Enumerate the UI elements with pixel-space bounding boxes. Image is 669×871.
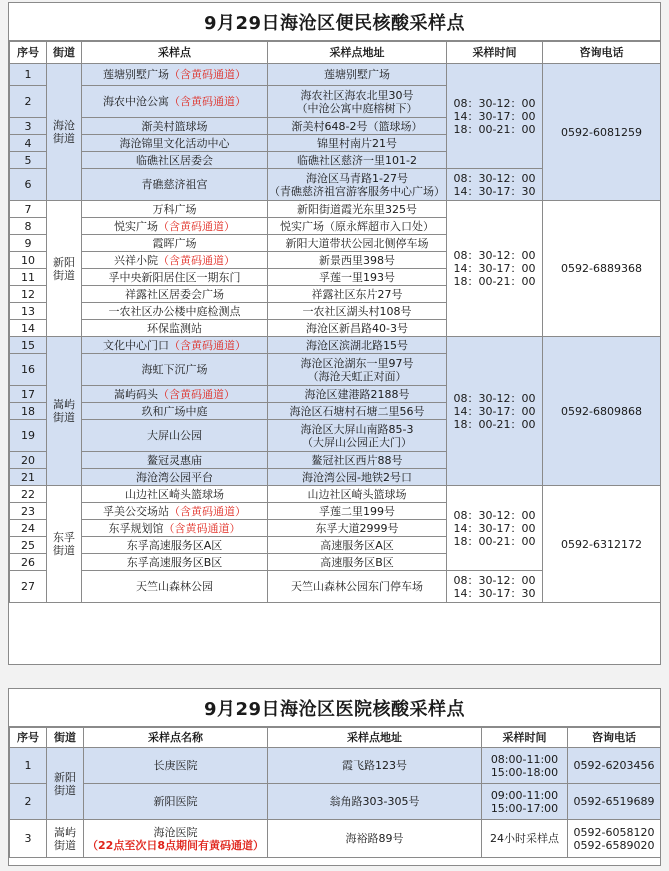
site-name-text: 莲塘别墅广场 (103, 68, 169, 81)
convenience-title: 9月29日海沧区便民核酸采样点 (9, 3, 660, 41)
site-address: 孚莲二里199号 (268, 503, 447, 520)
yellow-code-tag: （含黄码通道） (169, 504, 246, 518)
row-number: 19 (10, 420, 47, 452)
yellow-code-tag: （含黄码通道） (169, 68, 246, 81)
site-address: 新阳大道带状公园北侧停车场 (268, 235, 447, 252)
site-address: 渐美村648-2号（篮球场） (268, 118, 447, 135)
convenience-table (9, 41, 661, 603)
site-address: 悦实广场（原永辉超市入口处） (268, 218, 447, 235)
sampling-time: 08：30-12：00 14：30-17：30 (447, 169, 543, 201)
header-row (10, 42, 661, 64)
column-header: 采样点地址 (268, 42, 447, 64)
hospital-name-text: 长庚医院 (153, 759, 198, 772)
site-address: 海沧区建港路2188号 (268, 386, 447, 403)
phone-number: 0592-6203456 (568, 748, 661, 784)
site-name-text: 霞晖广场 (152, 236, 197, 250)
site-name (82, 118, 268, 135)
row-number: 21 (10, 469, 47, 486)
row-number: 8 (10, 218, 47, 235)
row-number: 9 (10, 235, 47, 252)
row-number: 14 (10, 320, 47, 337)
row-number: 25 (10, 537, 47, 554)
site-name (82, 269, 268, 286)
site-name-text: 渐美村篮球场 (141, 119, 208, 133)
site-name-text: 玖和广场中庭 (141, 404, 208, 418)
site-name-text: 悦实广场 (114, 219, 158, 233)
table-row (10, 784, 661, 820)
site-name (82, 386, 268, 403)
column-header: 采样点名称 (84, 728, 268, 748)
row-number: 1 (10, 64, 47, 86)
site-name (82, 420, 268, 452)
phone-number: 0592-6519689 (568, 784, 661, 820)
street-name: 新阳 街道 (47, 748, 84, 820)
street-name: 海沧 街道 (47, 64, 82, 201)
column-header: 采样点 (82, 42, 268, 64)
site-address: 海沧区马青路1-27号 （青礁慈济祖宫游客服务中心广场） (268, 169, 447, 201)
site-name-text: 鳌冠灵惠庙 (147, 453, 202, 467)
site-name (82, 201, 268, 218)
row-number: 3 (10, 118, 47, 135)
hospital-name-text: 新阳医院 (153, 795, 198, 808)
column-header: 咨询电话 (543, 42, 661, 64)
site-address: 孚莲一里193号 (268, 269, 447, 286)
row-number: 26 (10, 554, 47, 571)
site-name (82, 554, 268, 571)
site-name (82, 486, 268, 503)
hospital-address: 海裕路89号 (268, 820, 482, 858)
site-address: 天竺山森林公园东门停车场 (268, 571, 447, 603)
street-name: 新阳 街道 (47, 201, 82, 337)
column-header: 街道 (47, 42, 82, 64)
yellow-code-tag: （含黄码通道） (169, 95, 246, 108)
phone-number: 0592-6889368 (543, 201, 661, 337)
hospital-address: 霞飞路123号 (268, 748, 482, 784)
row-number: 4 (10, 135, 47, 152)
street-name: 嵩屿 街道 (47, 820, 84, 858)
site-name-text: 海农中沧公寓 (103, 95, 169, 108)
yellow-code-note: （22点至次日8点期间有黄码通道） (87, 838, 264, 852)
row-number: 12 (10, 286, 47, 303)
site-address: 高速服务区A区 (268, 537, 447, 554)
site-name (82, 452, 268, 469)
row-number: 10 (10, 252, 47, 269)
site-name (82, 218, 268, 235)
site-name (82, 169, 268, 201)
row-number: 13 (10, 303, 47, 320)
site-address: 鳌冠社区西片88号 (268, 452, 447, 469)
row-number: 18 (10, 403, 47, 420)
site-name (82, 537, 268, 554)
site-address: 海沧区沧湖东一里97号 （海沧天虹正对面） (268, 354, 447, 386)
phone-number: 0592-6058120 0592-6589020 (568, 820, 661, 858)
site-name (82, 135, 268, 152)
row-number: 15 (10, 337, 47, 354)
site-name-text: 天竺山森林公园 (136, 580, 213, 593)
hospital-title: 9月29日海沧区医院核酸采样点 (9, 689, 660, 727)
yellow-code-tag: （含黄码通道） (158, 253, 235, 267)
site-name-text: 文化中心门口 (103, 338, 169, 352)
row-number: 17 (10, 386, 47, 403)
site-name-text: 临礁社区居委会 (136, 153, 213, 167)
site-address: 海沧湾公园-地铁2号口 (268, 469, 447, 486)
site-name-text: 东孚高速服务区A区 (126, 538, 223, 552)
table-row (10, 64, 661, 86)
site-name-text: 青礁慈济祖宫 (141, 178, 208, 191)
site-address: 高速服务区B区 (268, 554, 447, 571)
column-header: 采样点地址 (268, 728, 482, 748)
row-number: 20 (10, 452, 47, 469)
site-name-text: 兴祥小院 (114, 253, 158, 267)
site-name (82, 252, 268, 269)
site-name-text: 一农社区办公楼中庭检测点 (108, 304, 241, 318)
site-name-text: 海沧锦里文化活动中心 (119, 136, 230, 150)
site-address: 新阳街道霞光东里325号 (268, 201, 447, 218)
hospital-table (9, 727, 661, 858)
column-header: 咨询电话 (568, 728, 661, 748)
table-row (10, 337, 661, 354)
row-number: 2 (10, 784, 47, 820)
row-number: 2 (10, 86, 47, 118)
hospital-name (84, 784, 268, 820)
sampling-time: 24小时采样点 (482, 820, 568, 858)
yellow-code-tag: （含黄码通道） (169, 338, 246, 352)
row-number: 24 (10, 520, 47, 537)
column-header: 街道 (47, 728, 84, 748)
site-address: 临礁社区慈济一里101-2 (268, 152, 447, 169)
column-header: 序号 (10, 728, 47, 748)
site-name-text: 海沧湾公园平台 (136, 470, 213, 484)
site-name-text: 东孚规划馆 (108, 521, 164, 535)
site-address: 山边社区崎头篮球场 (268, 486, 447, 503)
site-name (82, 86, 268, 118)
sampling-time: 08：30-12：00 14：30-17：30 (447, 571, 543, 603)
site-address: 锦里村南片21号 (268, 135, 447, 152)
hospital-name (84, 820, 268, 858)
yellow-code-tag: （含黄码通道） (158, 219, 235, 233)
row-number: 27 (10, 571, 47, 603)
site-name (82, 469, 268, 486)
row-number: 11 (10, 269, 47, 286)
hospital-name-text: 海沧医院 (153, 825, 198, 839)
row-number: 5 (10, 152, 47, 169)
convenience-panel (8, 2, 661, 665)
phone-number: 0592-6081259 (543, 64, 661, 201)
site-name (82, 354, 268, 386)
hospital-panel (8, 688, 661, 866)
site-address: 海沧区大屏山南路85-3 （大屏山公园正大门） (268, 420, 447, 452)
phone-number: 0592-6312172 (543, 486, 661, 603)
site-address: 莲塘别墅广场 (268, 64, 447, 86)
site-address: 海沧区滨湖北路15号 (268, 337, 447, 354)
table-row (10, 201, 661, 218)
row-number: 23 (10, 503, 47, 520)
phone-number: 0592-6809868 (543, 337, 661, 486)
hospital-name (84, 748, 268, 784)
street-name: 东孚 街道 (47, 486, 82, 603)
site-name-text: 东孚高速服务区B区 (126, 555, 223, 569)
site-address: 一农社区湖头村108号 (268, 303, 447, 320)
site-name-text: 环保监测站 (147, 321, 202, 335)
site-name-text: 嵩屿码头 (114, 387, 158, 401)
row-number: 16 (10, 354, 47, 386)
column-header: 序号 (10, 42, 47, 64)
site-name-text: 孚中央新阳居住区一期东门 (108, 270, 241, 284)
site-name-text: 祥露社区居委会广场 (125, 287, 224, 301)
column-header: 采样时间 (447, 42, 543, 64)
yellow-code-tag: （含黄码通道） (163, 521, 241, 535)
row-number: 3 (10, 820, 47, 858)
site-name (82, 503, 268, 520)
row-number: 22 (10, 486, 47, 503)
site-address: 新景西里398号 (268, 252, 447, 269)
site-address: 东孚大道2999号 (268, 520, 447, 537)
site-name (82, 303, 268, 320)
row-number: 1 (10, 748, 47, 784)
table-row (10, 486, 661, 503)
site-address: 祥露社区东片27号 (268, 286, 447, 303)
site-name (82, 403, 268, 420)
table-row (10, 820, 661, 858)
site-name (82, 152, 268, 169)
site-name (82, 64, 268, 86)
sampling-time: 08：30-12：00 14：30-17：00 18：00-21：00 (447, 337, 543, 486)
site-address: 海沧区新昌路40-3号 (268, 320, 447, 337)
sampling-time: 08：30-12：00 14：30-17：00 18：00-21：00 (447, 64, 543, 169)
street-name: 嵩屿 街道 (47, 337, 82, 486)
site-name (82, 320, 268, 337)
sampling-time: 09:00-11:00 15:00-17:00 (482, 784, 568, 820)
site-name (82, 235, 268, 252)
site-name (82, 571, 268, 603)
yellow-code-tag: （含黄码通道） (158, 387, 235, 401)
site-name-text: 大屏山公园 (147, 429, 202, 442)
sampling-time: 08：30-12：00 14：30-17：00 18：00-21：00 (447, 486, 543, 571)
site-name-text: 万科广场 (152, 202, 197, 216)
site-name-text: 孚美公交场站 (103, 504, 169, 518)
site-name (82, 520, 268, 537)
sampling-time: 08：30-12：00 14：30-17：00 18：00-21：00 (447, 201, 543, 337)
row-number: 6 (10, 169, 47, 201)
table-row (10, 748, 661, 784)
row-number: 7 (10, 201, 47, 218)
site-name (82, 337, 268, 354)
column-header: 采样时间 (482, 728, 568, 748)
header-row (10, 728, 661, 748)
site-name-text: 海虹下沉广场 (141, 363, 208, 376)
site-name (82, 286, 268, 303)
hospital-address: 翁角路303-305号 (268, 784, 482, 820)
site-name-text: 山边社区崎头篮球场 (125, 487, 224, 501)
site-address: 海沧区石塘村石塘二里56号 (268, 403, 447, 420)
site-address: 海农社区海农北里30号 （中沧公寓中庭榕树下） (268, 86, 447, 118)
sampling-time: 08:00-11:00 15:00-18:00 (482, 748, 568, 784)
